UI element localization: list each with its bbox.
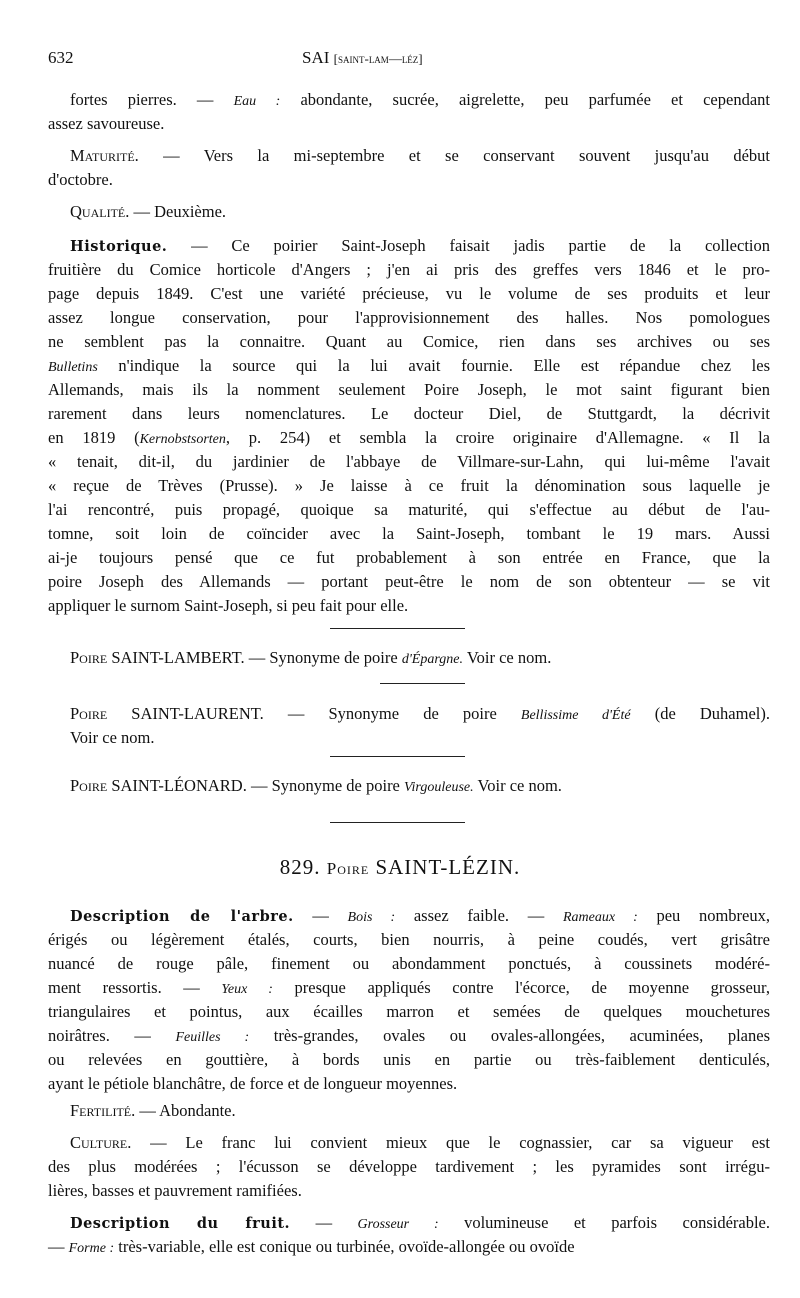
text-line [48,498,770,522]
text-line [48,1179,770,1203]
text-line [48,234,770,258]
italic-text: Grosseur : [357,1217,439,1232]
text-line [48,522,770,546]
text-run: érigés ou légèrement étalés, courts, bien nourris, à peine coudés, vert grisâtre [48,930,770,949]
text-line [48,1155,770,1179]
text-run: volumineuse et parfois considérable. [438,1213,770,1232]
text-run: « reçue de Trèves (Prusse). » Je laisse à ce fruit la dénomination sous laquelle je [48,476,770,495]
italic-text: d'Épargne. [401,652,464,667]
text-run: très-grandes, ovales ou ovales-allongées, acuminées, planes [249,1026,770,1045]
paragraph-description-arbre [48,904,770,1096]
text-run: d'octobre. [48,170,113,189]
text-run: presque appliqués contre l'écorce, de moyenne grosseur, [272,978,770,997]
text-run: — [293,906,348,925]
run-in-heading: Description de l'arbre. [70,908,294,925]
small-caps-label: Poire [70,776,108,795]
paragraph-maturite [48,144,770,192]
text-line [48,258,770,282]
page-number: 632 [48,48,74,67]
text-run: des plus modérées ; l'écusson se développe tardivement ; les pyramides sont irrégu- [48,1157,770,1176]
text-run: SAINT-LAURENT. — Synonyme de poire [107,704,521,723]
entry-saint-laurent [48,702,770,750]
text-run: — Abondante. [135,1101,236,1120]
running-title [302,48,423,68]
italic-text: Virgouleuse. [404,780,474,795]
text-run: rarement dans leurs nomenclatures. Le docteur Diel, de Stuttgardt, la décrivit [48,404,770,423]
text-run: « tenait, dit-il, du jardinier de l'abbaye de Villmare-sur-Lahn, qui lui-même l'avait [48,452,770,471]
paragraph-historique [48,234,770,618]
paragraph-eau [48,88,770,136]
text-line [48,1024,770,1048]
text-run: Allemands, mais ils la nomment seulement Poire Joseph, le mot saint figurant bien [48,380,770,399]
text-run: (de Duhamel). [630,704,770,723]
text-run: noirâtres. — [48,1026,176,1045]
text-run: appliquer le surnom Saint-Joseph, si peu fait pour elle. [48,596,409,615]
divider [330,628,465,629]
text-line [48,774,770,798]
text-line [48,1072,770,1096]
text-line [48,354,770,378]
text-line [48,646,770,670]
text-line [48,570,770,594]
text-line [48,168,770,192]
text-line [48,1235,770,1259]
running-subtitle: [saint-lam—léz] [333,51,423,66]
text-run: , p. 254) et sembla la croire originaire d'Allemagne. « Il la [225,428,770,447]
text-run: Voir ce nom. [473,776,562,795]
section-number: 829. [279,855,321,879]
text-run: triangulaires et pointus, aux écailles marron et semées de quelques mouchetures [48,1002,770,1021]
divider [380,683,465,684]
text-run: n'indique la source qui la lui avait fournie. Elle est répandue chez les [97,356,770,375]
text-run: assez faible. — [395,906,563,925]
text-line [48,200,770,224]
entry-saint-lambert [48,646,770,670]
text-line [48,1211,770,1235]
small-caps-label: Poire [70,704,108,723]
text-run: ai-je toujours pensé que ce fut probablement à son entrée en France, que la [48,548,770,567]
italic-text: Kernobstsorten [139,432,226,447]
italic-text: Feuilles : [175,1030,250,1045]
italic-text: Eau : [233,94,281,109]
paragraph-qualite [48,200,770,224]
text-run: SAINT-LAMBERT. — Synonyme de poire [107,648,402,667]
small-caps-label: Culture. [70,1133,132,1152]
text-line [48,450,770,474]
italic-text: Bulletins [48,360,98,375]
text-run: assez savoureuse. [48,114,165,133]
run-in-heading: Description du fruit. [70,1215,291,1232]
text-run: tomne, soit loin de coïncider avec la Saint-Joseph, tombant le 19 mars. Aussi [48,524,770,543]
text-line [48,402,770,426]
text-run: assez longue conservation, pour l'approvisionnement des halles. Nos pomologues [48,308,770,327]
text-run: poire Joseph des Allemands — portant peut-être le nom de son obtenteur — se vit [48,572,770,591]
text-run: Voir ce nom. [463,648,552,667]
text-run: fruitière du Comice horticole d'Angers ; j'en ai pris des greffes vers 1846 et le pro- [48,260,770,279]
text-run: — [290,1213,358,1232]
text-run: fortes pierres. — [70,90,234,109]
running-title-main: SAI [302,48,330,67]
text-line [48,282,770,306]
text-line [48,1000,770,1024]
text-line [48,1099,770,1123]
text-run: ou relevées en gouttière, à bords unis en partie ou très-faiblement denticulés, [48,1050,770,1069]
text-line [48,1048,770,1072]
text-run: — Ce poirier Saint-Joseph faisait jadis partie de la collection [167,236,770,255]
text-run: ment ressortis. — [48,978,222,997]
text-run: — [48,1237,69,1256]
text-line [48,144,770,168]
small-caps-label: Qualité. [70,202,130,221]
text-line [48,306,770,330]
text-line [48,474,770,498]
small-caps-label: Maturité. [70,146,139,165]
text-line [48,88,770,112]
paragraph-description-fruit [48,1211,770,1259]
text-line [48,546,770,570]
entry-saint-leonard [48,774,770,798]
text-line [48,112,770,136]
italic-text: Bellissime d'Été [520,708,631,723]
italic-text: Bois : [347,910,396,925]
section-title [0,855,800,880]
text-run: peu nombreux, [637,906,771,925]
text-line [48,726,770,750]
text-line [48,378,770,402]
text-run: très-variable, elle est conique ou turbinée, ovoïde-allongée ou ovoïde [114,1237,575,1256]
text-run: ayant le pétiole blanchâtre, de force et de longueur moyennes. [48,1074,458,1093]
small-caps-label: Fertilité. [70,1101,136,1120]
text-line [48,928,770,952]
text-run: en 1819 ( [48,428,140,447]
text-run: SAINT-LÉONARD. — Synonyme de poire [107,776,405,795]
text-run: — Le franc lui convient mieux que le cognassier, car sa vigueur est [131,1133,770,1152]
italic-text: Rameaux : [562,910,638,925]
text-run: lières, basses et pauvrement ramifiées. [48,1181,302,1200]
text-line [48,976,770,1000]
text-run: Voir ce nom. [70,728,155,747]
text-line [48,426,770,450]
paragraph-fertilite [48,1099,770,1123]
text-run: page depuis 1849. C'est une variété précieuse, vu le volume de ses produits et leur [48,284,770,303]
text-run: nuancé de rouge pâle, finement ou abondamment ponctués, à coussinets modéré- [48,954,770,973]
italic-text: Yeux : [221,982,273,997]
paragraph-culture [48,1131,770,1203]
text-run: — Vers la mi-septembre et se conservant souvent jusqu'au début [138,146,770,165]
italic-text: Forme : [68,1241,115,1256]
text-line [48,594,770,618]
text-line [48,702,770,726]
text-line [48,1131,770,1155]
text-run: — Deuxième. [129,202,227,221]
text-line [48,952,770,976]
text-run: ne semblent pas la connaitre. Quant au Comice, rien dans ses archives ou ses [48,332,770,351]
text-run: l'ai rencontré, puis propagé, quoique sa maturité, qui s'effectue au début de l'au- [48,500,770,519]
run-in-heading: Historique. [70,238,168,255]
text-line [48,330,770,354]
text-line [48,904,770,928]
section-name: SAINT-LÉZIN. [375,855,521,879]
text-run: abondante, sucrée, aigrelette, peu parfumée et cependant [280,90,770,109]
divider [330,822,465,823]
small-caps-label: Poire [70,648,108,667]
section-prefix: Poire [326,859,370,878]
divider [330,756,465,757]
